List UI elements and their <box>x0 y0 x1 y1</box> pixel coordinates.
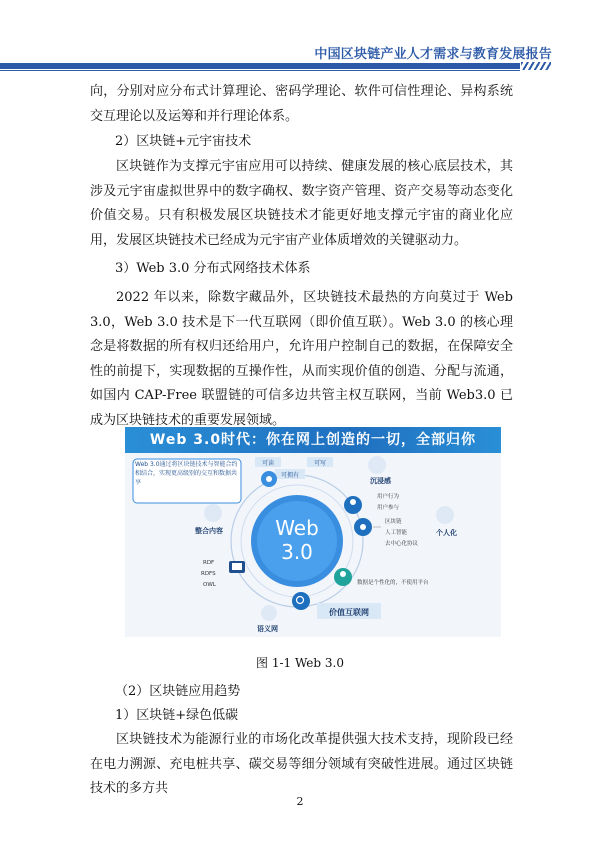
heading-green: 1）区块链+绿色低碳 <box>115 708 239 723</box>
heading-trend: （2）区块链应用趋势 <box>115 684 241 699</box>
figure-banner: Web 3.0时代：你在网上创造的一切，全部归你 <box>125 427 501 453</box>
chat-bubble-icon-3 <box>204 504 222 522</box>
header-rule <box>0 63 520 69</box>
tag-ownable-label: 可拥有 <box>280 472 300 479</box>
data-note: 数据是个性化的，不使用平台 <box>357 580 429 586</box>
format-rdf: RDF <box>203 560 215 566</box>
center-label-line2: 3.0 <box>281 540 313 564</box>
immersive-item-2: 用户参与 <box>377 505 400 511</box>
header-stripes <box>521 62 551 70</box>
center-label-line1: Web <box>275 516 319 540</box>
report-header-title: 中国区块链产业人才需求与教育发展报告 <box>314 47 552 62</box>
settings-icon-hole <box>360 524 366 530</box>
tech-item-1: 区块链 <box>385 519 402 525</box>
personal-label: 个人化 <box>436 529 457 537</box>
tag-writable-label: 可写 <box>313 460 327 467</box>
intro-text: Web 3.0通过将区块链技术与智能合约相结合，实现更高级别的交互和数据共享 <box>135 461 238 486</box>
chat-bubble-icon-4 <box>261 605 277 621</box>
page-number: 2 <box>296 795 304 808</box>
tech-item-2: 人工智能 <box>385 530 408 536</box>
web3-diagram <box>125 453 501 637</box>
heading-metaverse: 2）区块链+元宇宙技术 <box>115 134 252 149</box>
header-rule-thin <box>0 70 520 71</box>
monitor-screen <box>232 563 242 570</box>
integrate-label: 整合内容 <box>195 527 223 535</box>
chat-bubble-icon <box>368 456 386 474</box>
format-rdfs: RDFS <box>201 571 216 577</box>
semantic-label: 语义网 <box>257 625 278 633</box>
paragraph-green: 区块链技术为能源行业的市场化改革提供强大技术支持，现阶段已经在电力溯源、充电桩共享、碳交易等细分领域有突破性进展。通过区块链技术的多方共 <box>90 732 513 796</box>
tech-item-3: 去中心化协议 <box>385 541 419 547</box>
gear-icon-hole <box>266 476 272 482</box>
paragraph-top: 向，分别对应分布式计算理论、密码学理论、软件可信性理论、异构系统交互理论以及运筹和并行理论体系。 <box>90 84 513 124</box>
figure-caption: 图 1-1 Web 3.0 <box>256 656 344 670</box>
value-net-label: 价值互联网 <box>329 608 369 617</box>
tag-readable-label: 可读 <box>261 460 275 467</box>
heading-web3: 3）Web 3.0 分布式网络技术体系 <box>115 261 311 276</box>
format-owl: OWL <box>203 582 216 588</box>
web3-figure <box>125 427 501 637</box>
person-icon-head <box>340 571 346 577</box>
user-icon-head <box>350 499 356 505</box>
immersive-label: 沉浸感 <box>370 477 391 485</box>
paragraph-web3: 2022 年以来，除数字藏品外，区块链技术最热的方向莫过于 Web 3.0，Web 3.0 技术是下一代互联网（即价值互联）。Web 3.0 的核心理念是将数据的所有权归还给用户，允许用户控制自己的数据，在保障安全性的前提下，实现数据的互操作性，从而实现价值的创造、分配与流通，如国内 CAP-Free 联盟链的可信多边共管主权互联网，当前 Web3.0 已成为区块链技术的重要发展领域。 <box>90 290 513 428</box>
intro-text-wrap <box>135 460 239 502</box>
search-icon <box>292 592 310 610</box>
chat-bubble-icon-2 <box>436 506 454 524</box>
paragraph-metaverse: 区块链作为支撑元宇宙应用可以持续、健康发展的核心底层技术，其涉及元宇宙虚拟世界中的数字确权、数字资产管理、资产交易等动态变化价值交易。只有积极发展区块链技术才能更好地支撑元宇宙的商业化应用，发展区块链技术已经成为元宇宙产业体质增效的关键驱动力。 <box>90 159 513 248</box>
figure-body <box>125 453 501 637</box>
immersive-item-1: 用户行为 <box>377 494 400 500</box>
